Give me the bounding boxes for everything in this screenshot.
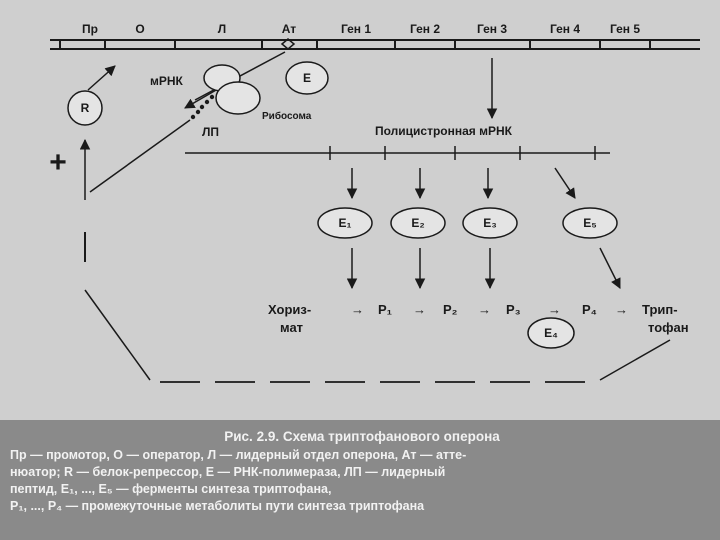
pathway-end-label-line2: тофан [648, 320, 689, 335]
enzyme-e4-label: E₄ [544, 326, 558, 340]
gene-label-operator: О [135, 22, 145, 36]
pathway-intermediate-p4: P₄ [582, 302, 597, 317]
caption-title: Рис. 2.9. Схема триптофанового оперона [224, 429, 500, 444]
gene-label-gene2: Ген 2 [409, 22, 441, 36]
gene-label-attenuator: Ат [281, 22, 297, 36]
caption-line-2: нюатор; R — белок-репрессор, Е — РНК-полимераза, ЛП — лидерный [10, 465, 446, 479]
gene-label-gene3: Ген 3 [476, 22, 508, 36]
enzyme-e5-label: E₅ [583, 216, 597, 230]
caption-line-4: P₁, ..., P₄ — промежуточные метаболиты пути синтеза триптофана [10, 499, 425, 513]
pathway-intermediate-p1: P₁ [378, 302, 393, 317]
mrna-label: мРНК [150, 74, 183, 88]
catalysis-arrows [352, 248, 620, 288]
pathway-arrow-1: → [351, 302, 364, 317]
pathway-arrow-3: → [478, 302, 491, 317]
repressor-label: R [80, 101, 90, 115]
pathway-start-label-line2: мат [280, 320, 304, 335]
pathway-arrow-2: → [413, 302, 426, 317]
leader-peptide-label: ЛП [202, 125, 220, 139]
pathway-arrow-5: → [615, 302, 628, 317]
gene-label-promoter: Пр [82, 22, 98, 36]
pathway-end-label-line1: Трип- [642, 302, 678, 317]
gene-label-gene4: Ген 4 [549, 22, 581, 36]
figure-caption [0, 420, 720, 540]
pathway-arrow-4: → [548, 302, 561, 317]
rna-polymerase-label: E [302, 71, 312, 85]
caption-line-3: пептид, E₁, ..., E₅ — ферменты синтеза триптофана, [10, 482, 332, 496]
pathway-intermediate-p2: P₂ [443, 302, 458, 317]
pathway-start-label-line1: Хориз- [268, 302, 312, 317]
enzyme-e2-label: E₂ [411, 216, 425, 230]
caption-line-1: Пр — промотор, О — оператор, Л — лидерный отдел оперона, Ат — атте- [10, 448, 467, 462]
enzyme-e3-label: E₃ [483, 216, 497, 230]
gene-label-gene1: Ген 1 [340, 22, 372, 36]
dna-strand [50, 39, 700, 49]
polycistronic-mrna-label: Полицистронная мРНК [375, 124, 512, 138]
gene-label-leader: Л [217, 22, 227, 36]
pathway-intermediate-p3: P₃ [506, 302, 521, 317]
gene-label-gene5: Ген 5 [609, 22, 641, 36]
translation-arrows [352, 168, 575, 198]
plus-sign: + [49, 146, 67, 179]
ribosome-label: Рибосома [262, 111, 312, 122]
polycistronic-mrna-strand [185, 146, 610, 160]
feedback-return-line [600, 340, 670, 380]
enzyme-e1-label: E₁ [338, 216, 352, 230]
ribosome-large-subunit [216, 82, 260, 114]
